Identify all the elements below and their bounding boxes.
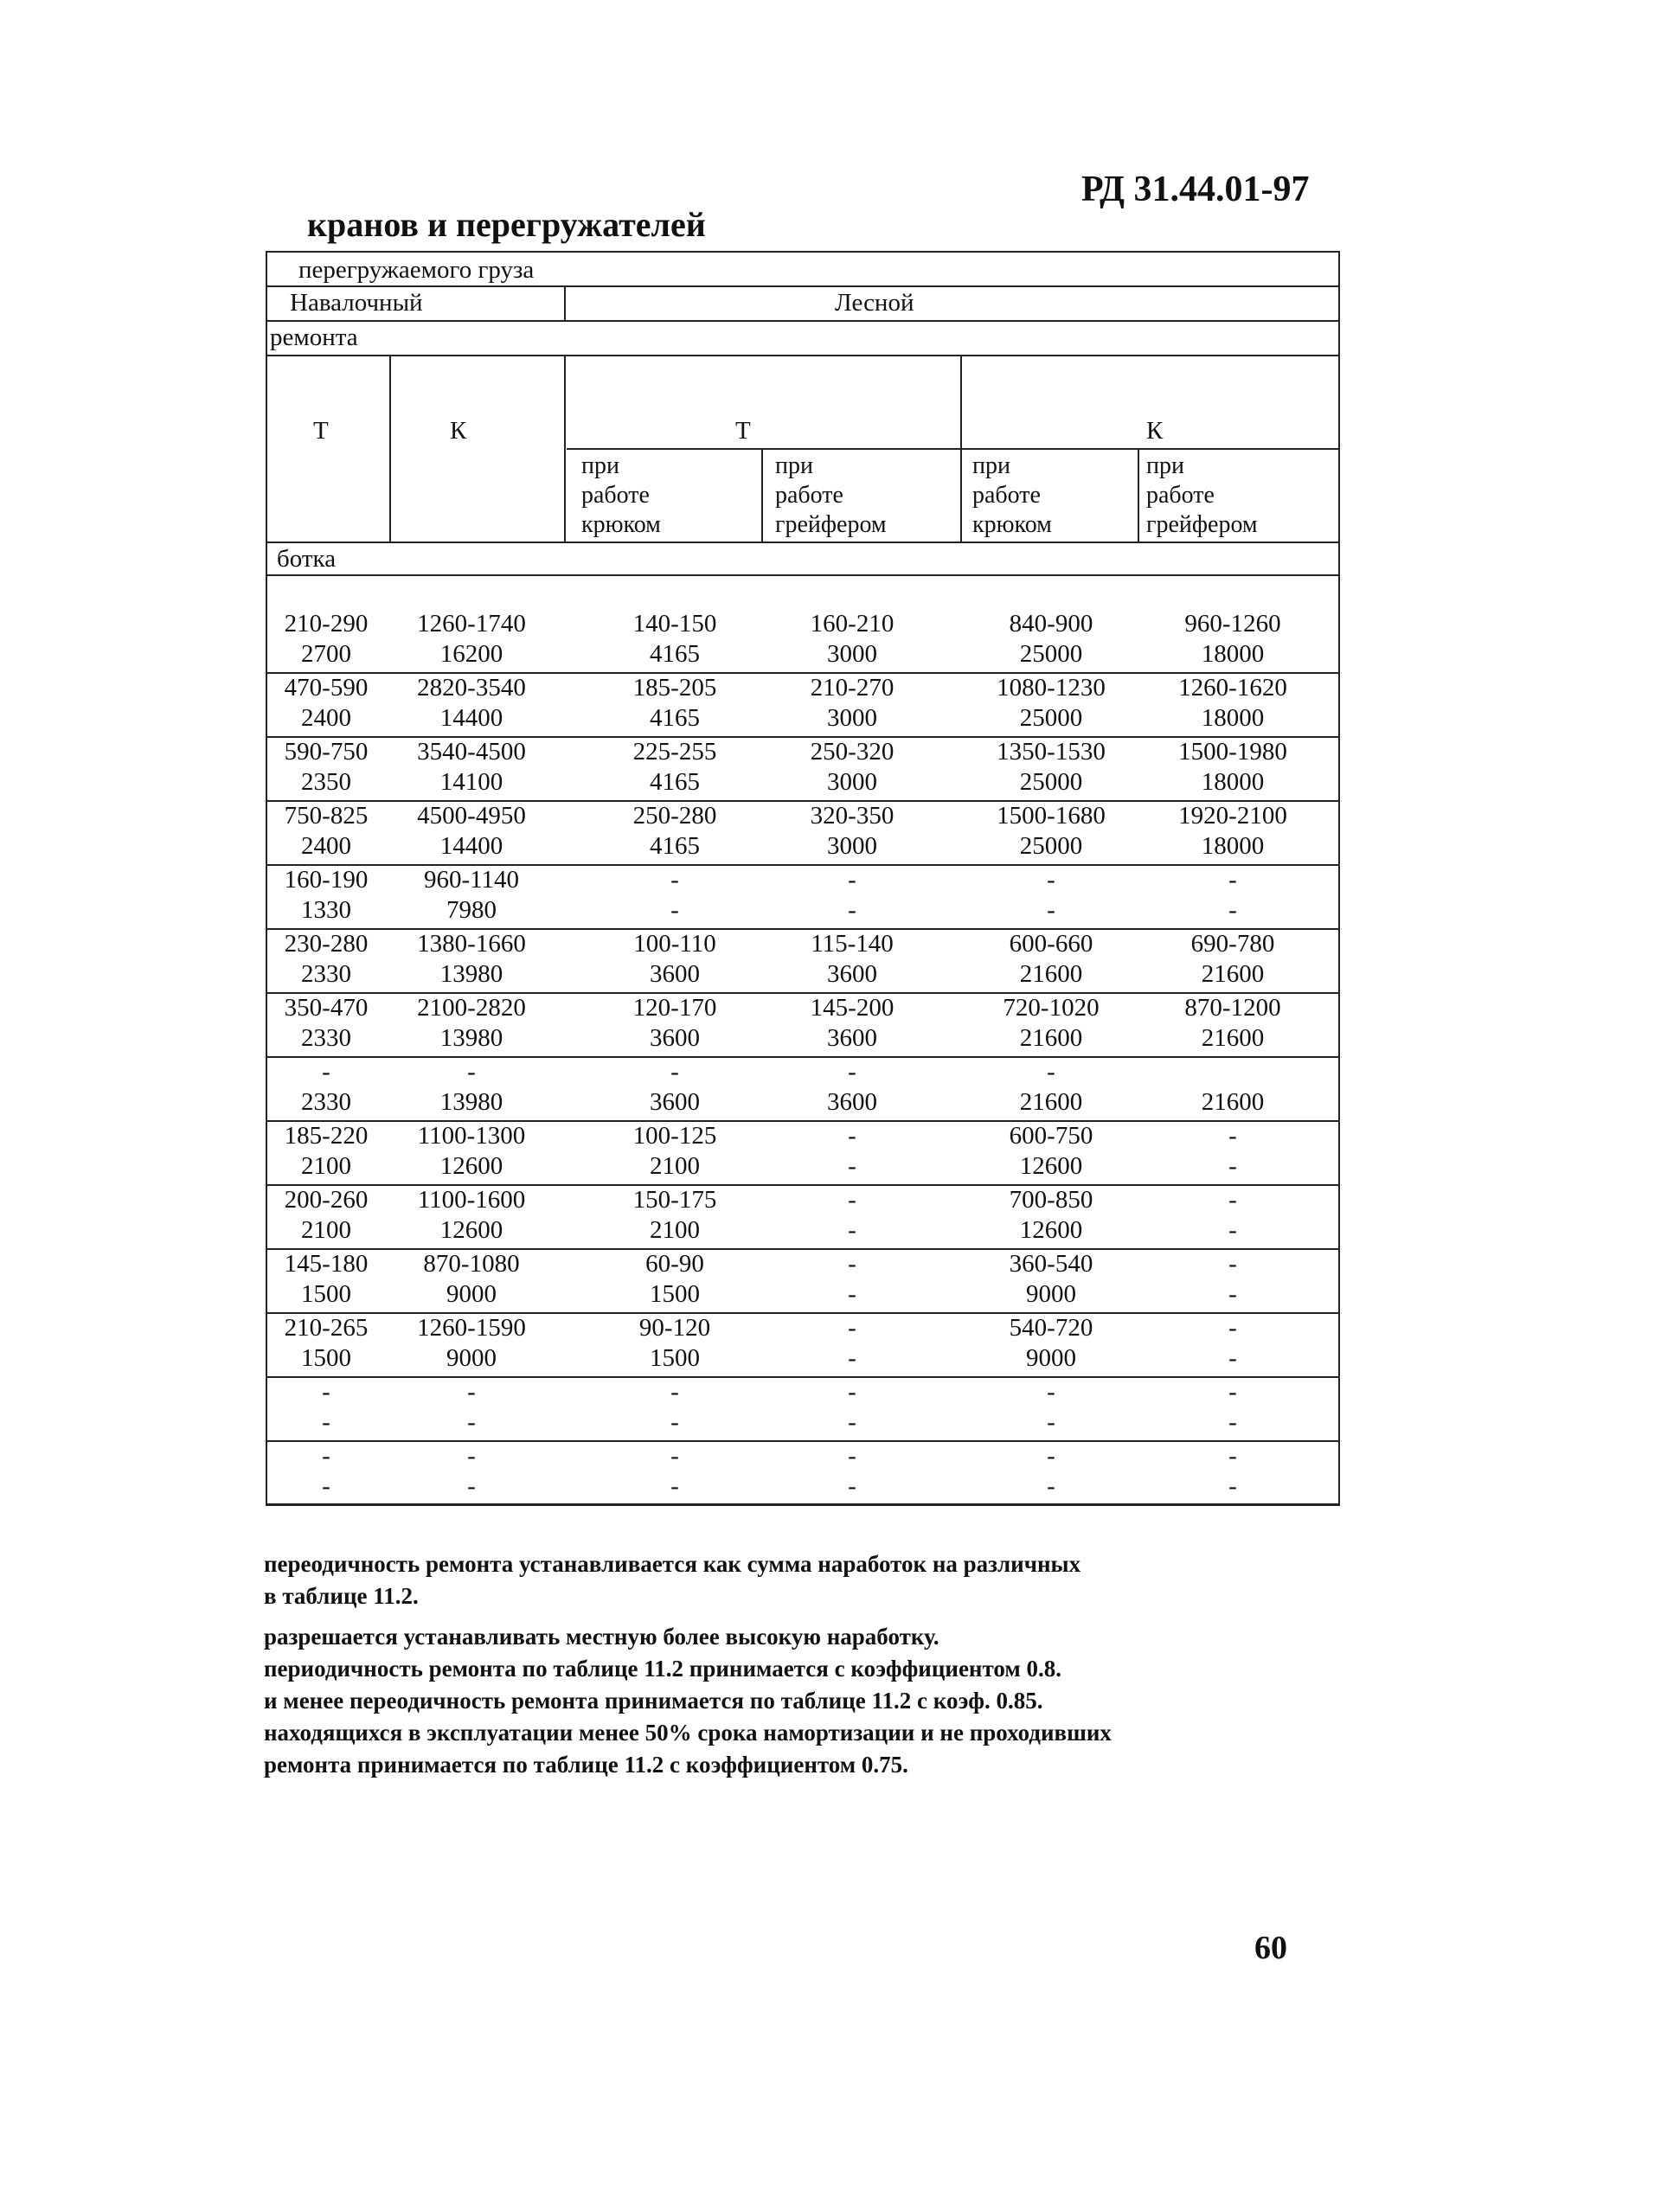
table-cell: 150-175 xyxy=(632,1186,717,1214)
table-cell: 100-125 xyxy=(632,1122,717,1150)
table-heading: кранов и перегружателей xyxy=(307,205,706,244)
table-cell: 870-1080 xyxy=(423,1250,520,1278)
subheader-grab-k: при работе грейфером xyxy=(1146,452,1258,538)
rule xyxy=(266,541,1340,543)
table-cell: 320-350 xyxy=(810,802,895,830)
table-cell: 600-750 xyxy=(1009,1122,1093,1150)
table-cell: 12600 xyxy=(1019,1152,1083,1180)
table-cell: - xyxy=(1228,1314,1237,1342)
rule xyxy=(266,355,1340,356)
table-cell: - xyxy=(1228,1472,1237,1500)
table-cell: 840-900 xyxy=(1009,610,1093,638)
table-cell: - xyxy=(1228,1378,1237,1406)
table-cell: - xyxy=(322,1378,330,1406)
table-cell: 1500-1680 xyxy=(997,802,1106,830)
table-cell: 25000 xyxy=(1019,640,1083,668)
table-cell: 2100 xyxy=(650,1216,700,1244)
table-cell: 2400 xyxy=(301,704,351,732)
table-cell: 4165 xyxy=(650,704,700,732)
table-cell: 1500 xyxy=(650,1280,700,1308)
table-cell: 3600 xyxy=(827,1088,877,1116)
table-cell: 1350-1530 xyxy=(997,738,1106,766)
table-cell: 14400 xyxy=(439,832,503,860)
table-cell: 9000 xyxy=(1026,1280,1076,1308)
row-rule xyxy=(266,1504,1340,1506)
table-cell: 100-110 xyxy=(633,930,716,958)
table-cell: - xyxy=(467,1378,476,1406)
table-cell: - xyxy=(1047,896,1055,924)
header-timber: Лесной xyxy=(835,289,914,317)
table-cell: 160-190 xyxy=(284,866,369,894)
table-cell: 2330 xyxy=(301,960,351,988)
table-cell: - xyxy=(1228,1186,1237,1214)
table-cell: - xyxy=(467,1472,476,1500)
table-cell: 21600 xyxy=(1019,960,1083,988)
table-cell: 2100 xyxy=(650,1152,700,1180)
rule xyxy=(266,574,1340,576)
table-cell: 9000 xyxy=(446,1344,497,1372)
table-cell: - xyxy=(1228,1408,1237,1436)
table-cell: 14100 xyxy=(439,768,503,796)
table-cell: 1500 xyxy=(301,1280,351,1308)
table-cell: 690-780 xyxy=(1190,930,1275,958)
table-cell: 18000 xyxy=(1201,704,1265,732)
table-cell: 350-470 xyxy=(284,994,369,1022)
table-cell: 185-205 xyxy=(632,674,717,702)
table-cell: 60-90 xyxy=(645,1250,704,1278)
footnotes xyxy=(264,1548,1302,1781)
table-cell: 115-140 xyxy=(811,930,894,958)
table-cell: 13980 xyxy=(439,960,503,988)
table-cell: 1500 xyxy=(650,1344,700,1372)
table-cell: 12600 xyxy=(1019,1216,1083,1244)
table-cell: 210-270 xyxy=(810,674,895,702)
table-cell: - xyxy=(1228,1442,1237,1470)
table-cell: 18000 xyxy=(1201,768,1265,796)
header-t-timber: Т xyxy=(735,417,751,445)
table-cell: 9000 xyxy=(1026,1344,1076,1372)
rule xyxy=(567,448,1340,450)
rule xyxy=(761,448,763,541)
table-cell: 470-590 xyxy=(284,674,369,702)
table-cell: 750-825 xyxy=(284,802,369,830)
table-cell: 3000 xyxy=(827,768,877,796)
table-cell: - xyxy=(670,1058,679,1086)
table-cell: 12600 xyxy=(439,1152,503,1180)
table-cell: - xyxy=(1047,1408,1055,1436)
table-cell: 18000 xyxy=(1201,640,1265,668)
table-cell: 250-280 xyxy=(632,802,717,830)
table-cell: - xyxy=(1047,1442,1055,1470)
table-cell: 16200 xyxy=(439,640,503,668)
subheader-grab-t: при работе грейфером xyxy=(775,452,887,538)
table-cell: 210-265 xyxy=(284,1314,369,1342)
table-cell: - xyxy=(1228,896,1237,924)
header-k: К xyxy=(450,417,467,445)
table-cell: 590-750 xyxy=(284,738,369,766)
table-cell: - xyxy=(1228,1122,1237,1150)
footnote-line: периодичность ремонта по таблице 11.2 принимается с коэффициентом 0.8. xyxy=(264,1656,1062,1682)
table-cell: - xyxy=(848,866,856,894)
table-cell: 1080-1230 xyxy=(997,674,1106,702)
table-cell: 3600 xyxy=(650,960,700,988)
header-t: Т xyxy=(313,417,329,445)
rule xyxy=(266,320,1340,322)
table-cell: 160-210 xyxy=(810,610,895,638)
table-cell: 2330 xyxy=(301,1024,351,1052)
table-cell: 200-260 xyxy=(284,1186,369,1214)
table-cell: - xyxy=(1228,1250,1237,1278)
table-cell: - xyxy=(848,1216,856,1244)
table-cell: 600-660 xyxy=(1009,930,1093,958)
table-cell: 1260-1740 xyxy=(417,610,526,638)
table-cell: 13980 xyxy=(439,1024,503,1052)
table-cell: 1920-2100 xyxy=(1178,802,1287,830)
table-cell: 9000 xyxy=(446,1280,497,1308)
table-cell: - xyxy=(848,1058,856,1086)
header-k-timber: К xyxy=(1146,417,1164,445)
table-cell: 225-255 xyxy=(632,738,717,766)
table-cell: 360-540 xyxy=(1009,1250,1093,1278)
table-cell: 12600 xyxy=(439,1216,503,1244)
table-cell: 14400 xyxy=(439,704,503,732)
table-cell: - xyxy=(848,1344,856,1372)
table-cell: - xyxy=(1047,1472,1055,1500)
table-cell: 21600 xyxy=(1201,1024,1265,1052)
table-cell: - xyxy=(467,1058,476,1086)
table-cell: 1500-1980 xyxy=(1178,738,1287,766)
table-cell: 25000 xyxy=(1019,832,1083,860)
table-cell: - xyxy=(848,1250,856,1278)
table-cell: 1100-1600 xyxy=(417,1186,526,1214)
table-cell: 3600 xyxy=(827,960,877,988)
rule xyxy=(1138,448,1139,541)
table-cell: - xyxy=(670,1472,679,1500)
table-cell: 2330 xyxy=(301,1088,351,1116)
table-cell: 210-290 xyxy=(284,610,369,638)
table-cell: - xyxy=(670,896,679,924)
rule xyxy=(389,355,391,541)
table-cell: - xyxy=(1047,1058,1055,1086)
table-cell: 2100-2820 xyxy=(417,994,526,1022)
header-cargo: перегружаемого груза xyxy=(298,256,535,284)
table-cell: 2700 xyxy=(301,640,351,668)
table-cell: 3540-4500 xyxy=(417,738,526,766)
header-repair: ремонта xyxy=(270,324,358,351)
table-cell: 1100-1300 xyxy=(417,1122,526,1150)
table-cell: 4500-4950 xyxy=(417,802,526,830)
table-cell: 230-280 xyxy=(284,930,369,958)
table-cell: 1260-1620 xyxy=(1178,674,1287,702)
table-cell: 250-320 xyxy=(810,738,895,766)
table-cell: 540-720 xyxy=(1009,1314,1093,1342)
table-cell: 185-220 xyxy=(284,1122,369,1150)
rule xyxy=(564,355,566,541)
table-cell: - xyxy=(1047,1378,1055,1406)
table-cell: - xyxy=(1228,1280,1237,1308)
table-cell: - xyxy=(322,1442,330,1470)
table-cell: 2100 xyxy=(301,1152,351,1180)
table-cell: 1500 xyxy=(301,1344,351,1372)
table-cell: 960-1140 xyxy=(423,866,520,894)
table-cell: 2100 xyxy=(301,1216,351,1244)
subheader-hook-t: при работе крюком xyxy=(581,452,661,538)
table-cell: - xyxy=(848,896,856,924)
table-cell: - xyxy=(670,1378,679,1406)
page-number: 60 xyxy=(1254,1930,1287,1966)
footnote-line: разрешается устанавливать местную более высокую наработку. xyxy=(264,1624,939,1650)
table-cell: 2350 xyxy=(301,768,351,796)
table-cell: - xyxy=(322,1472,330,1500)
table-cell: 18000 xyxy=(1201,832,1265,860)
table-cell: - xyxy=(322,1408,330,1436)
table-cell: 1260-1590 xyxy=(417,1314,526,1342)
table-cell: 3600 xyxy=(827,1024,877,1052)
table-cell: - xyxy=(848,1186,856,1214)
table-cell: - xyxy=(670,1442,679,1470)
table-cell: - xyxy=(1047,866,1055,894)
footnote-line: находящихся в эксплуатации менее 50% срока намортизации и не проходивших xyxy=(264,1720,1112,1746)
subheader-hook-k: при работе крюком xyxy=(972,452,1052,538)
rule xyxy=(960,355,962,541)
table-cell: - xyxy=(848,1408,856,1436)
table-cell: 90-120 xyxy=(638,1314,711,1342)
table-cell: 4165 xyxy=(650,640,700,668)
table-cell: 700-850 xyxy=(1009,1186,1093,1214)
header-bulk: Навалочный xyxy=(290,289,423,317)
document-code: РД 31.44.01-97 xyxy=(1081,170,1310,209)
table-cell: 145-200 xyxy=(810,994,895,1022)
table-cell: 960-1260 xyxy=(1184,610,1281,638)
table-cell: - xyxy=(848,1122,856,1150)
table-cell: 3000 xyxy=(827,704,877,732)
table-cell: 3000 xyxy=(827,640,877,668)
table-cell: 4165 xyxy=(650,832,700,860)
table-cell: - xyxy=(322,1058,330,1086)
table-cell: 870-1200 xyxy=(1184,994,1281,1022)
table-cell: - xyxy=(467,1408,476,1436)
table-cell: - xyxy=(848,1472,856,1500)
table-cell: 2820-3540 xyxy=(417,674,526,702)
table-cell: 21600 xyxy=(1201,1088,1265,1116)
table-cell: 120-170 xyxy=(632,994,717,1022)
table-cell: 21600 xyxy=(1201,960,1265,988)
table-cell: - xyxy=(848,1152,856,1180)
table-cell: 7980 xyxy=(446,896,497,924)
table-cell: - xyxy=(670,866,679,894)
table-cell: 25000 xyxy=(1019,768,1083,796)
table-cell: 21600 xyxy=(1019,1088,1083,1116)
table-cell: 21600 xyxy=(1019,1024,1083,1052)
footnote-line: переодичность ремонта устанавливается как сумма наработок на различных xyxy=(264,1551,1081,1577)
table-cell: 25000 xyxy=(1019,704,1083,732)
table-cell: 720-1020 xyxy=(1003,994,1100,1022)
table-cell: 3000 xyxy=(827,832,877,860)
rule xyxy=(564,285,566,320)
table-cell: - xyxy=(1228,1152,1237,1180)
table-cell: - xyxy=(1228,1216,1237,1244)
table-cell: 4165 xyxy=(650,768,700,796)
table-cell: 140-150 xyxy=(632,610,717,638)
footnote-line: в таблице 11.2. xyxy=(264,1583,419,1609)
table-cell: 1380-1660 xyxy=(417,930,526,958)
table-cell: 3600 xyxy=(650,1024,700,1052)
table-cell: - xyxy=(1228,866,1237,894)
table-cell: 2400 xyxy=(301,832,351,860)
table-cell: - xyxy=(848,1378,856,1406)
table-cell: 1330 xyxy=(301,896,351,924)
table-cell: - xyxy=(848,1314,856,1342)
table-cell: - xyxy=(1228,1344,1237,1372)
table-cell: 13980 xyxy=(439,1088,503,1116)
table-cell: 3600 xyxy=(650,1088,700,1116)
footnote-line: ремонта принимается по таблице 11.2 с коэффициентом 0.75. xyxy=(264,1752,908,1778)
table-cell: - xyxy=(467,1442,476,1470)
table-cell: - xyxy=(670,1408,679,1436)
table-cell: - xyxy=(848,1442,856,1470)
table-cell: - xyxy=(848,1280,856,1308)
table-cell: 145-180 xyxy=(284,1250,369,1278)
rule xyxy=(266,285,1340,287)
footnote-line: и менее переодичность ремонта принимается по таблице 11.2 с коэф. 0.85. xyxy=(264,1688,1043,1714)
header-work: ботка xyxy=(277,545,337,573)
